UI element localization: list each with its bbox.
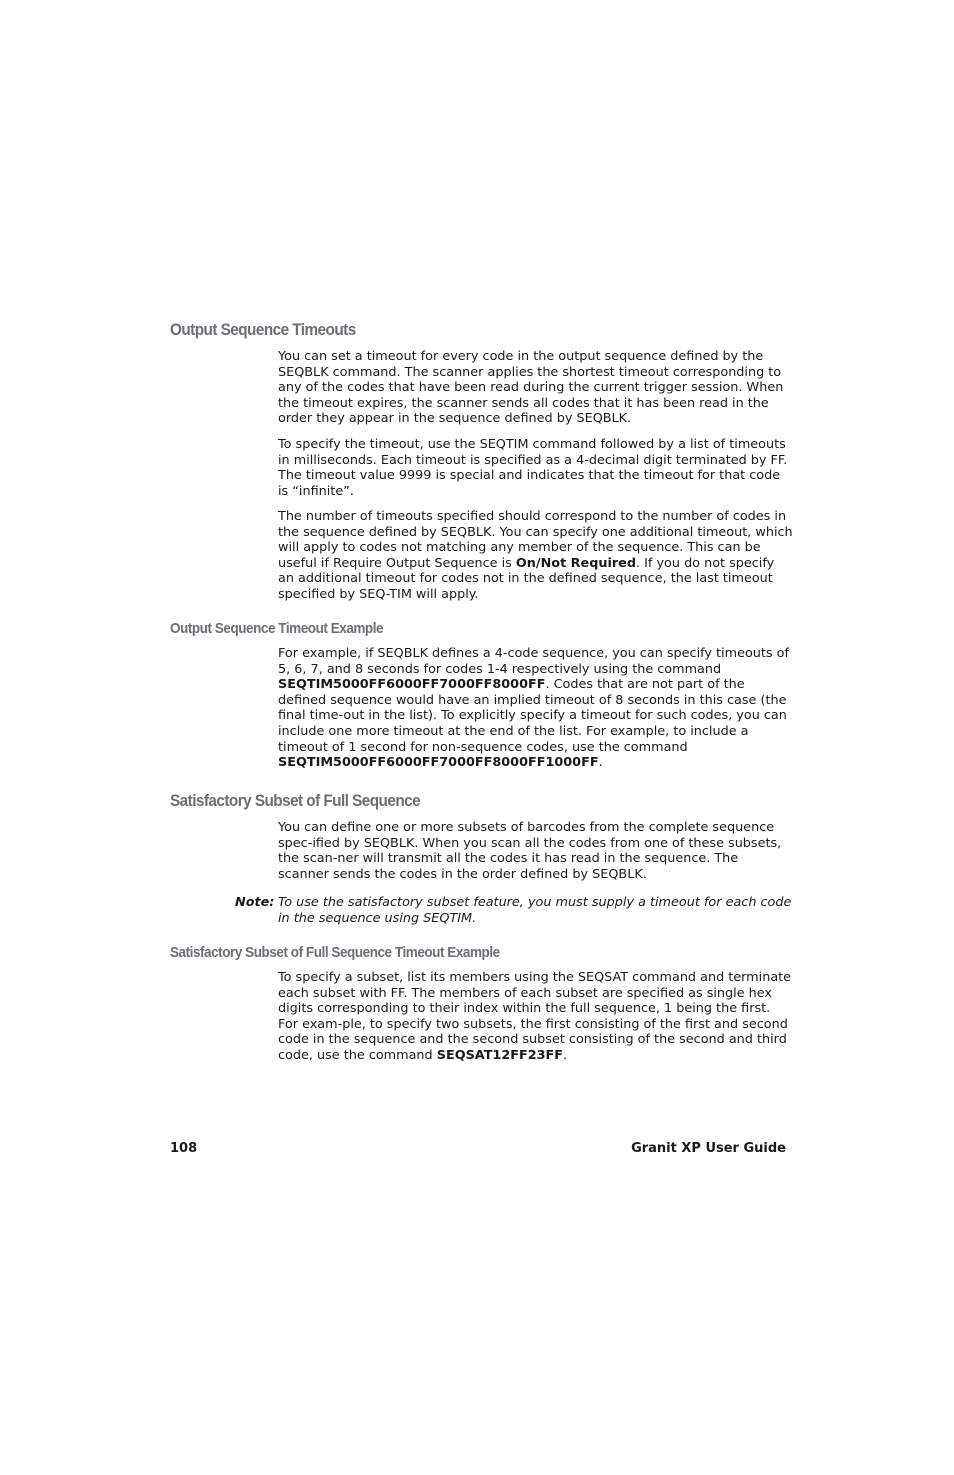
paragraph-subset-intro: You can define one or more subsets of barcodes from the complete sequence spec-ified by SEQBLK. When you scan all the codes from one of these subsets, the scan-ner will transmit all the codes it has read in the sequence. The scanner sends the codes in the order defined by SEQBLK. bbox=[278, 820, 782, 882]
paragraph-timeout-example: For example, if SEQBLK defines a 4-code sequence, you can specify timeouts of 5, 6, 7, and 8 seconds for codes 1-4 respectively using the command SEQTIM5000FF6000FF7000FF8000FF. Codes that are not part of the defined sequence would have an implied timeout of 8 seconds in this case (the final time-out in the list). To explicitly specify a timeout for such codes, you can include one more timeout at the end of the list. For example, to include a timeout of 1 second for non-sequence codes, use the command SEQTIM5000FF6000FF7000FF8000FF1000FF. bbox=[278, 646, 789, 771]
heading-satisfactory-subset-timeout-example: Satisfactory Subset of Full Sequence Timeout Example bbox=[170, 944, 500, 961]
page-number: 108 bbox=[170, 1141, 198, 1156]
note-text: To use the satisfactory subset feature, you must supply a timeout for each code in the sequence using SEQTIM. bbox=[278, 895, 792, 926]
paragraph-subset-example: To specify a subset, list its members using the SEQSAT command and terminate each subset with FF. The members of each subset are specified as single hex digits corresponding to their index within the full sequence, 1 being the first. For exam-ple, to specify two subsets, the first consisting of the first and second code in the sequence and the second subset consisting of the second and third code, use the command SEQSAT12FF23FF. bbox=[278, 970, 792, 1063]
footer-title: Granit XP User Guide bbox=[631, 1141, 786, 1156]
heading-satisfactory-subset: Satisfactory Subset of Full Sequence bbox=[170, 791, 421, 810]
command-seqtim-4: SEQTIM5000FF6000FF7000FF8000FF bbox=[278, 677, 546, 693]
paragraph-timeout-intro: You can set a timeout for every code in the output sequence defined by the SEQBLK command. The scanner applies the shortest timeout corresponding to any of the codes that have been read during the current trigger session. When the timeout expires, the scanner sends all codes that it has been read in the order they appear in the sequence defined by SEQBLK. bbox=[278, 349, 784, 427]
command-seqsat: SEQSAT12FF23FF bbox=[436, 1047, 564, 1063]
paragraph-timeout-specify: To specify the timeout, use the SEQTIM command followed by a list of timeouts in milliseconds. Each timeout is specified as a 4-decimal digit terminated by FF. The timeout value 9999 is special and indicates that the timeout for that code is “infinite”. bbox=[278, 437, 788, 499]
paragraph-timeout-count: The number of timeouts specified should correspond to the number of codes in the sequence defined by SEQBLK. You can specify one additional timeout, which will apply to codes not matching any member of the sequence. This can be useful if Require Output Sequence is On/Not Required. If you do not specify an additional timeout for codes not in the defined sequence, the last timeout specified by SEQ-TIM will apply. bbox=[278, 509, 793, 602]
heading-output-sequence-timeout-example: Output Sequence Timeout Example bbox=[170, 620, 384, 637]
command-seqtim-5: SEQTIM5000FF6000FF7000FF8000FF1000FF bbox=[278, 755, 599, 771]
emphasis-on-not-required: On/Not Required bbox=[515, 555, 636, 571]
heading-output-sequence-timeouts: Output Sequence Timeouts bbox=[170, 320, 356, 339]
note-label: Note: bbox=[235, 895, 275, 910]
